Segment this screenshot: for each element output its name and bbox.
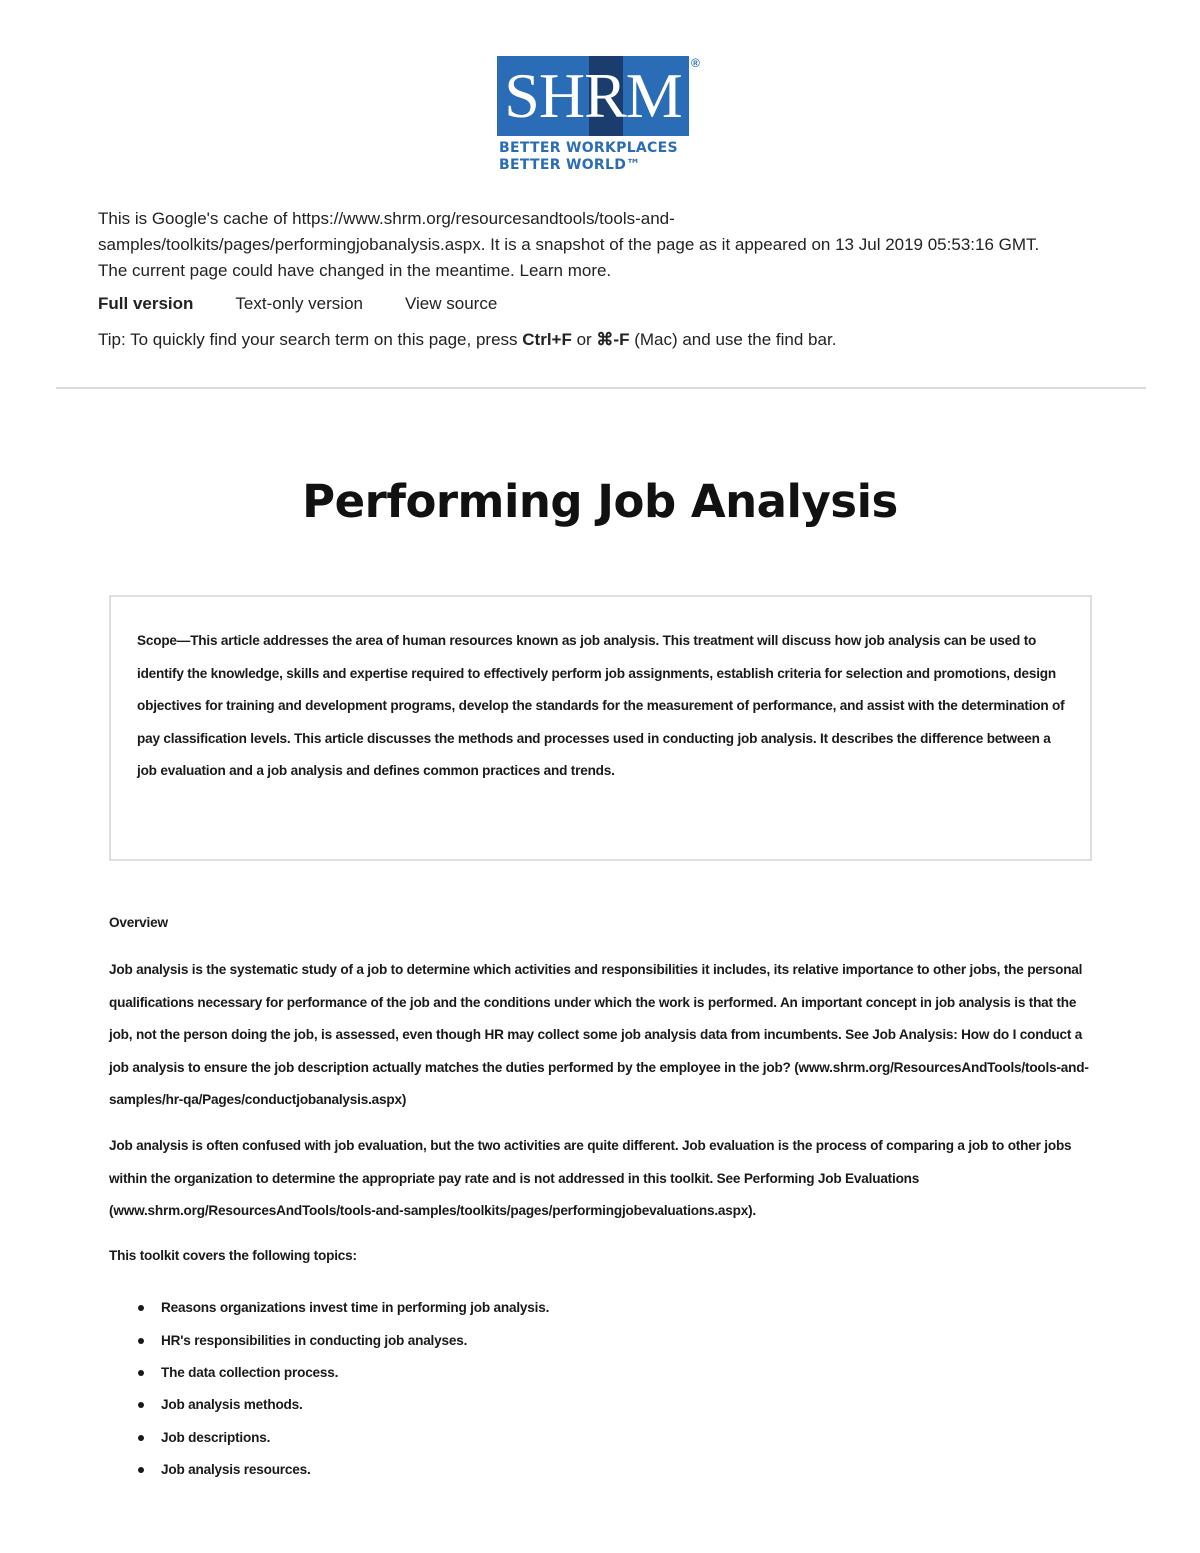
find-tip <box>98 328 836 352</box>
bullet-icon <box>138 1338 144 1344</box>
list-item: Job analysis resources. <box>138 1454 549 1486</box>
scope-text: Scope—This article addresses the area of human resources known as job analysis. This treatment will discuss how job analysis can be used to identify the knowledge, skills and expertise required to effectively perform job assignments, establish criteria for selection and promotions, design objectives for training and development programs, develop the standards for the measurement of performance, and assist with the determination of pay classification levels. This article discusses the methods and processes used in conducting job analysis. It describes the difference between a job evaluation and a job analysis and defines common practices and trends. <box>137 633 1065 779</box>
bullet-icon <box>138 1435 144 1441</box>
tagline-line2: BETTER WORLD™ <box>499 157 641 173</box>
learn-more-link[interactable]: Learn more. <box>519 261 612 280</box>
bullet-icon <box>138 1467 144 1473</box>
bullet-icon <box>138 1305 144 1311</box>
view-source-link[interactable]: View source <box>404 294 498 313</box>
list-item: The data collection process. <box>138 1357 549 1389</box>
overview-paragraph-1: Job analysis is the systematic study of a job to determine which activities and responsibilities it includes, its relative importance to other jobs, the personal qualifications necessary for performance of the job and the conditions under which the work is performed. An important concept in job analysis is that the job, not the person doing the job, is assessed, even though HR may collect some job analysis data from incumbents. See Job Analysis: How do I conduct a job analysis to ensure the job description actually matches the duties performed by the employee in the job? (www.shrm.org/ResourcesAndTools/tools-and-samples/hr-qa/Pages/conductjobanalysis.aspx) <box>109 962 1089 1107</box>
logo-letters: SHRM <box>504 60 682 131</box>
cache-notice <box>98 206 1048 284</box>
tip-key-ctrl-f: Ctrl+F <box>522 330 572 349</box>
list-item: Job analysis methods. <box>138 1389 549 1421</box>
tip-prefix: Tip: To quickly find your search term on this page, press <box>98 330 523 349</box>
header-divider <box>56 387 1146 389</box>
overview-heading: Overview <box>109 915 168 930</box>
registered-mark: ® <box>691 56 700 70</box>
cache-notice-text: This is Google's cache of https://www.shrm.org/resourcesandtools/tools-and-samples/toolkits/pages/performingjobanalysis.aspx. It is a snapshot of the page as it appeared on 13 Jul 2019 05:53:16 GMT. The current page could have changed in the meantime. <box>98 209 1040 280</box>
logo-tagline <box>499 140 678 174</box>
text-only-version-link[interactable]: Text-only version <box>235 294 363 313</box>
bullet-icon <box>138 1370 144 1376</box>
tip-suffix: (Mac) and use the find bar. <box>629 330 837 349</box>
full-version-link[interactable]: Full version <box>98 294 194 313</box>
bullet-icon <box>138 1402 144 1408</box>
list-item: Job descriptions. <box>138 1422 549 1454</box>
overview-paragraph-2: Job analysis is often confused with job evaluation, but the two activities are quite different. Job evaluation is the process of comparing a job to other jobs within the organization to determine the appropriate pay rate and is not addressed in this toolkit. See Performing Job Evaluations (www.shrm.org/ResourcesAndTools/tools-and-samples/toolkits/pages/performingjobevaluations.aspx). <box>109 1138 1072 1218</box>
page-title: Performing Job Analysis <box>302 475 898 528</box>
version-switcher <box>98 292 539 316</box>
topics-intro: This toolkit covers the following topics: <box>109 1248 357 1263</box>
tip-middle: or <box>571 330 597 349</box>
tagline-line1: BETTER WORKPLACES <box>499 140 678 156</box>
topics-list <box>138 1292 549 1486</box>
list-item: HR's responsibilities in conducting job analyses. <box>138 1324 549 1356</box>
shrm-logo <box>497 56 707 180</box>
tip-key-cmd-f: ⌘-F <box>596 330 630 349</box>
list-item: Reasons organizations invest time in performing job analysis. <box>138 1292 549 1324</box>
